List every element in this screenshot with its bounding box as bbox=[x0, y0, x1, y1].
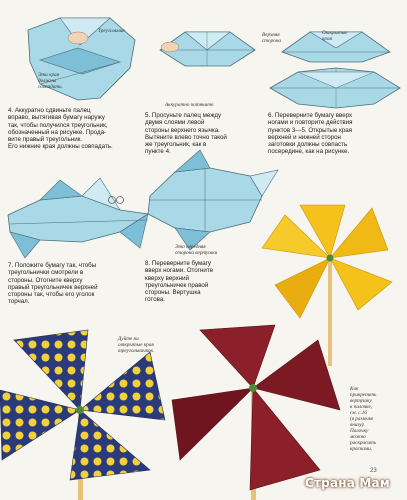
step-4-text: 4. Аккуратно сдвиньте палец вправо, вытягивая бумагу наружу так, чтобы получился треугольник, обозначенный на рисунке. Прода- вите правый треугольник. Его нижние края должны совпадать. bbox=[8, 107, 113, 151]
step-5-text: 5. Просуньте палец между двумя слоями левой стороны верхнего язычка. Вытяните влево точно такой же треугольник, как в пункте 4. bbox=[145, 112, 227, 156]
maroon-pinwheel bbox=[172, 325, 340, 500]
note-top-side: Верхняя сторона bbox=[262, 32, 281, 44]
step-8-text: 8. Переверните бумагу вверх ногами. Отогните кверху верхний треугольничек правой стороны. Вертушка готова. bbox=[145, 260, 214, 304]
step7-figure bbox=[8, 178, 148, 258]
note-triangle: Треугольник bbox=[98, 28, 125, 34]
step-7-text: 7. Положите бумагу так, чтобы треугольнички смотрели в стороны. Отогните кверху правый треугольничек верхней стороны так, чтобы его уголок торчал. bbox=[8, 262, 98, 306]
note-edges-match: Эти края должны совпадать. bbox=[38, 72, 63, 90]
note-attach: Как прикрепить вертушку к палочке, см. с.16 (в рамочке внизу). Палочку можно раскрасить красками. bbox=[350, 386, 377, 452]
note-blow-edges: Дуйте на открытые края треугольничков. bbox=[118, 336, 155, 354]
step-6-text: 6. Переверните бумагу вверх ногами и повторите действия пунктов 3—5. Открытые края верхней и нижней сторон заготовки должны совпасть посередине, как на рисунке. bbox=[268, 112, 353, 156]
watermark-brand: Страна Мам bbox=[305, 476, 390, 490]
dotted-pinwheel bbox=[0, 330, 165, 500]
yellow-pinwheel bbox=[262, 205, 392, 366]
step6-figure-bottom bbox=[270, 68, 400, 108]
step5-figure bbox=[160, 32, 255, 66]
note-open-edges: Открытые края bbox=[322, 30, 348, 42]
page-number: 23 bbox=[370, 468, 377, 474]
note-pull-carefully: Аккуратно потяните. bbox=[165, 102, 215, 108]
note-front-side: Это передняя сторона вертушки bbox=[175, 244, 218, 256]
